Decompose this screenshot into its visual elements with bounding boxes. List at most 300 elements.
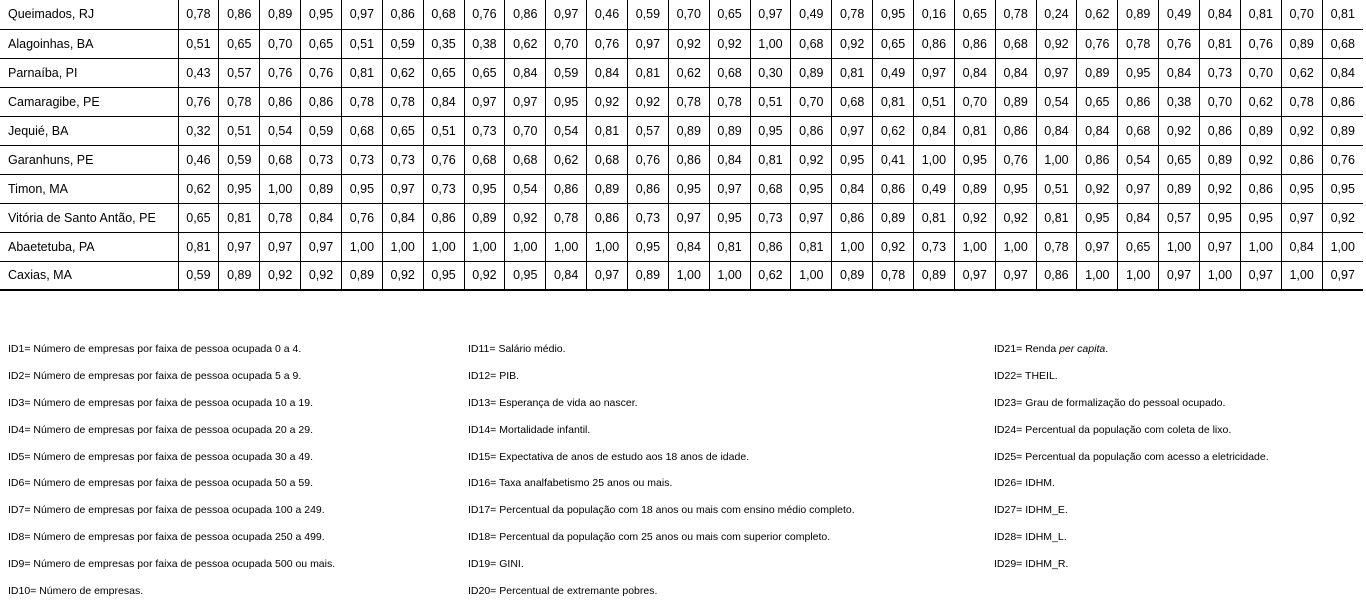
value-cell: 0,78 — [1281, 87, 1322, 116]
value-cell: 0,68 — [791, 29, 832, 58]
value-cell: 0,97 — [1118, 174, 1159, 203]
value-cell: 0,84 — [913, 116, 954, 145]
value-cell: 0,86 — [1077, 145, 1118, 174]
value-cell: 0,86 — [1240, 174, 1281, 203]
value-cell: 0,89 — [995, 87, 1036, 116]
value-cell: 0,78 — [341, 87, 382, 116]
value-cell: 1,00 — [1118, 261, 1159, 290]
value-cell: 0,97 — [1281, 203, 1322, 232]
value-cell: 0,62 — [1240, 87, 1281, 116]
value-cell: 0,81 — [1322, 0, 1363, 29]
value-cell: 0,92 — [1077, 174, 1118, 203]
legend-item: ID18= Percentual da população com 25 anos ou mais com superior completo. — [468, 531, 831, 544]
value-cell: 0,78 — [1118, 29, 1159, 58]
value-cell: 0,49 — [1159, 0, 1200, 29]
value-cell: 0,46 — [587, 0, 628, 29]
value-cell: 0,62 — [505, 29, 546, 58]
value-cell: 0,73 — [423, 174, 464, 203]
table-row — [0, 174, 1363, 203]
value-cell: 0,95 — [1240, 203, 1281, 232]
value-cell: 0,78 — [260, 203, 301, 232]
legend-item: ID17= Percentual da população com 18 anos ou mais com ensino médio completo. — [468, 504, 855, 517]
value-cell: 0,86 — [668, 145, 709, 174]
value-cell: 0,62 — [668, 58, 709, 87]
value-cell: 0,84 — [709, 145, 750, 174]
value-cell: 0,51 — [750, 87, 791, 116]
value-cell: 0,92 — [1036, 29, 1077, 58]
value-cell: 0,86 — [301, 87, 342, 116]
value-cell: 0,81 — [341, 58, 382, 87]
value-cell: 0,95 — [1199, 203, 1240, 232]
value-cell: 0,38 — [464, 29, 505, 58]
value-cell: 0,86 — [954, 29, 995, 58]
value-cell: 0,51 — [913, 87, 954, 116]
value-cell: 1,00 — [1159, 232, 1200, 261]
value-cell: 1,00 — [1077, 261, 1118, 290]
legend-item: ID1= Número de empresas por faixa de pessoa ocupada 0 a 4. — [8, 343, 302, 355]
value-cell: 0,35 — [423, 29, 464, 58]
value-cell: 0,81 — [954, 116, 995, 145]
value-cell: 0,97 — [1036, 58, 1077, 87]
value-cell: 0,32 — [178, 116, 219, 145]
value-cell: 0,95 — [709, 203, 750, 232]
value-cell: 0,95 — [873, 0, 914, 29]
value-cell: 0,76 — [464, 0, 505, 29]
value-cell: 1,00 — [341, 232, 382, 261]
value-cell: 0,95 — [832, 145, 873, 174]
value-cell: 0,65 — [709, 0, 750, 29]
value-cell: 0,38 — [1159, 87, 1200, 116]
value-cell: 0,70 — [260, 29, 301, 58]
value-cell: 0,81 — [873, 87, 914, 116]
legend-item: ID19= GINI. — [468, 558, 524, 571]
value-cell: 0,68 — [832, 87, 873, 116]
value-cell: 0,97 — [668, 203, 709, 232]
value-cell: 0,84 — [1199, 0, 1240, 29]
value-cell: 0,57 — [1159, 203, 1200, 232]
value-cell: 0,62 — [1281, 58, 1322, 87]
value-cell: 0,81 — [587, 116, 628, 145]
value-cell: 0,89 — [913, 261, 954, 290]
value-cell: 0,57 — [627, 116, 668, 145]
value-cell: 0,51 — [423, 116, 464, 145]
value-cell: 0,84 — [1322, 58, 1363, 87]
value-cell: 0,73 — [464, 116, 505, 145]
value-cell: 0,97 — [1159, 261, 1200, 290]
value-cell: 0,97 — [546, 0, 587, 29]
value-cell: 0,81 — [219, 203, 260, 232]
value-cell: 0,62 — [873, 116, 914, 145]
table-row — [0, 145, 1363, 174]
city-cell: Parnaíba, PI — [0, 58, 178, 87]
value-cell: 0,54 — [260, 116, 301, 145]
value-cell: 0,89 — [832, 261, 873, 290]
value-cell: 0,92 — [382, 261, 423, 290]
city-cell: Vitória de Santo Antão, PE — [0, 203, 178, 232]
value-cell: 0,78 — [995, 0, 1036, 29]
value-cell: 0,92 — [791, 145, 832, 174]
value-cell: 0,68 — [505, 145, 546, 174]
value-cell: 0,54 — [1118, 145, 1159, 174]
value-cell: 0,62 — [546, 145, 587, 174]
value-cell: 0,41 — [873, 145, 914, 174]
value-cell: 0,92 — [954, 203, 995, 232]
value-cell: 0,81 — [1240, 0, 1281, 29]
legend-item: ID15= Expectativa de anos de estudo aos 18 anos de idade. — [468, 450, 750, 463]
legend-item: ID25= Percentual da população com acesso a eletricidade. — [994, 450, 1269, 463]
value-cell: 0,95 — [750, 116, 791, 145]
legend-item: ID22= THEIL. — [994, 369, 1058, 382]
value-cell: 0,76 — [627, 145, 668, 174]
value-cell: 0,81 — [913, 203, 954, 232]
value-cell: 0,81 — [709, 232, 750, 261]
value-cell: 0,59 — [178, 261, 219, 290]
value-cell: 0,73 — [301, 145, 342, 174]
value-cell: 0,92 — [260, 261, 301, 290]
value-cell: 0,59 — [219, 145, 260, 174]
legend-item: ID23= Grau de formalização do pessoal ocupado. — [994, 396, 1226, 409]
value-cell: 0,92 — [995, 203, 1036, 232]
table-row — [0, 0, 1363, 29]
value-cell: 0,68 — [750, 174, 791, 203]
value-cell: 1,00 — [1199, 261, 1240, 290]
value-cell: 0,86 — [260, 87, 301, 116]
value-cell: 0,76 — [587, 29, 628, 58]
value-cell: 0,68 — [709, 58, 750, 87]
value-cell: 0,92 — [587, 87, 628, 116]
value-cell: 0,95 — [423, 261, 464, 290]
value-cell: 0,62 — [750, 261, 791, 290]
value-cell: 0,95 — [341, 174, 382, 203]
value-cell: 0,84 — [832, 174, 873, 203]
value-cell: 0,97 — [1199, 232, 1240, 261]
value-cell: 0,84 — [995, 58, 1036, 87]
value-cell: 0,70 — [954, 87, 995, 116]
value-cell: 0,68 — [464, 145, 505, 174]
value-cell: 0,92 — [1159, 116, 1200, 145]
value-cell: 1,00 — [260, 174, 301, 203]
value-cell: 0,97 — [382, 174, 423, 203]
city-cell: Timon, MA — [0, 174, 178, 203]
value-cell: 0,73 — [382, 145, 423, 174]
value-cell: 0,84 — [1118, 203, 1159, 232]
value-cell: 0,43 — [178, 58, 219, 87]
value-cell: 0,51 — [341, 29, 382, 58]
value-cell: 0,76 — [1159, 29, 1200, 58]
value-cell: 0,86 — [1322, 87, 1363, 116]
value-cell: 0,76 — [423, 145, 464, 174]
value-cell: 0,65 — [464, 58, 505, 87]
value-cell: 1,00 — [750, 29, 791, 58]
legend-item: ID12= PIB. — [468, 369, 520, 382]
value-cell: 0,76 — [260, 58, 301, 87]
value-cell: 0,84 — [423, 87, 464, 116]
value-cell: 0,89 — [873, 203, 914, 232]
value-cell: 0,97 — [260, 232, 301, 261]
value-cell: 0,89 — [1322, 116, 1363, 145]
value-cell: 0,68 — [423, 0, 464, 29]
value-cell: 0,84 — [382, 203, 423, 232]
value-cell: 0,78 — [178, 0, 219, 29]
value-cell: 0,81 — [1199, 29, 1240, 58]
value-cell: 0,68 — [341, 116, 382, 145]
city-cell: Caxias, MA — [0, 261, 178, 290]
value-cell: 0,97 — [750, 0, 791, 29]
value-cell: 0,86 — [627, 174, 668, 203]
value-cell: 0,78 — [219, 87, 260, 116]
value-cell: 0,24 — [1036, 0, 1077, 29]
legend-item: ID7= Número de empresas por faixa de pessoa ocupada 100 a 249. — [8, 504, 325, 517]
value-cell: 0,49 — [791, 0, 832, 29]
value-cell: 0,62 — [1077, 0, 1118, 29]
value-cell: 0,68 — [1322, 29, 1363, 58]
value-cell: 0,86 — [873, 174, 914, 203]
value-cell: 0,92 — [832, 29, 873, 58]
value-cell: 1,00 — [464, 232, 505, 261]
value-cell: 0,95 — [505, 261, 546, 290]
value-cell: 0,95 — [219, 174, 260, 203]
value-cell: 0,65 — [873, 29, 914, 58]
legend-item: ID2= Número de empresas por faixa de pessoa ocupada 5 a 9. — [8, 369, 302, 382]
value-cell: 1,00 — [709, 261, 750, 290]
table-row — [0, 116, 1363, 145]
value-cell: 0,92 — [1281, 116, 1322, 145]
value-cell: 0,86 — [995, 116, 1036, 145]
value-cell: 0,86 — [1118, 87, 1159, 116]
value-cell: 0,84 — [301, 203, 342, 232]
value-cell: 1,00 — [913, 145, 954, 174]
value-cell: 0,89 — [791, 58, 832, 87]
legend-item: ID8= Número de empresas por faixa de pessoa ocupada 250 a 499. — [8, 531, 325, 544]
value-cell: 0,97 — [832, 116, 873, 145]
city-cell: Garanhuns, PE — [0, 145, 178, 174]
value-cell: 0,70 — [791, 87, 832, 116]
value-cell: 0,92 — [301, 261, 342, 290]
value-cell: 0,95 — [627, 232, 668, 261]
value-cell: 0,84 — [546, 261, 587, 290]
value-cell: 0,97 — [505, 87, 546, 116]
value-cell: 0,46 — [178, 145, 219, 174]
value-cell: 0,54 — [546, 116, 587, 145]
value-cell: 0,81 — [750, 145, 791, 174]
value-cell: 0,70 — [1199, 87, 1240, 116]
value-cell: 0,92 — [1199, 174, 1240, 203]
value-cell: 1,00 — [546, 232, 587, 261]
value-cell: 0,65 — [1077, 87, 1118, 116]
table-row — [0, 58, 1363, 87]
value-cell: 0,89 — [260, 0, 301, 29]
value-cell: 0,81 — [1036, 203, 1077, 232]
value-cell: 0,78 — [546, 203, 587, 232]
value-cell: 0,97 — [995, 261, 1036, 290]
value-cell: 0,65 — [954, 0, 995, 29]
value-cell: 1,00 — [505, 232, 546, 261]
value-cell: 0,62 — [178, 174, 219, 203]
value-cell: 0,89 — [219, 261, 260, 290]
legend-item: ID5= Número de empresas por faixa de pessoa ocupada 30 a 49. — [8, 450, 313, 463]
value-cell: 0,59 — [627, 0, 668, 29]
value-cell: 0,97 — [341, 0, 382, 29]
legend-item: ID20= Percentual de extremante pobres. — [468, 585, 658, 598]
value-cell: 0,86 — [913, 29, 954, 58]
value-cell: 0,65 — [1159, 145, 1200, 174]
value-cell: 0,92 — [873, 232, 914, 261]
value-cell: 0,86 — [1281, 145, 1322, 174]
value-cell: 0,78 — [1036, 232, 1077, 261]
legend-item: ID24= Percentual da população com coleta de lixo. — [994, 423, 1232, 436]
table-row — [0, 29, 1363, 58]
value-cell: 0,97 — [913, 58, 954, 87]
table-row — [0, 232, 1363, 261]
table-row — [0, 261, 1363, 290]
value-cell: 0,81 — [791, 232, 832, 261]
value-cell: 0,84 — [1036, 116, 1077, 145]
city-cell: Abaetetuba, PA — [0, 232, 178, 261]
value-cell: 0,89 — [1159, 174, 1200, 203]
value-cell: 0,86 — [546, 174, 587, 203]
value-cell: 0,89 — [464, 203, 505, 232]
value-cell: 0,68 — [260, 145, 301, 174]
value-cell: 0,65 — [301, 29, 342, 58]
value-cell: 0,78 — [832, 0, 873, 29]
value-cell: 1,00 — [954, 232, 995, 261]
value-cell: 0,51 — [178, 29, 219, 58]
value-cell: 0,73 — [1199, 58, 1240, 87]
legend-item: ID28= IDHM_L. — [994, 531, 1067, 544]
legend-item: ID3= Número de empresas por faixa de pessoa ocupada 10 a 19. — [8, 396, 313, 409]
value-cell: 0,89 — [587, 174, 628, 203]
value-cell: 0,89 — [709, 116, 750, 145]
value-cell: 0,62 — [382, 58, 423, 87]
value-cell: 0,65 — [178, 203, 219, 232]
value-cell: 1,00 — [791, 261, 832, 290]
value-cell: 0,76 — [301, 58, 342, 87]
value-cell: 0,65 — [423, 58, 464, 87]
value-cell: 0,76 — [1322, 145, 1363, 174]
legend-column-1 — [8, 343, 335, 612]
value-cell: 0,95 — [464, 174, 505, 203]
value-cell: 0,86 — [832, 203, 873, 232]
legend-item: ID11= Salário médio. — [468, 343, 566, 355]
value-cell: 0,78 — [709, 87, 750, 116]
value-cell: 0,78 — [668, 87, 709, 116]
value-cell: 0,81 — [178, 232, 219, 261]
legend-item: ID16= Taxa analfabetismo 25 anos ou mais. — [468, 477, 673, 490]
value-cell: 0,95 — [546, 87, 587, 116]
value-cell: 0,73 — [341, 145, 382, 174]
value-cell: 0,84 — [954, 58, 995, 87]
value-cell: 0,95 — [791, 174, 832, 203]
value-cell: 0,97 — [587, 261, 628, 290]
value-cell: 0,59 — [382, 29, 423, 58]
legend-item: ID27= IDHM_E. — [994, 504, 1068, 517]
value-cell: 0,76 — [178, 87, 219, 116]
value-cell: 0,89 — [1240, 116, 1281, 145]
value-cell: 0,76 — [341, 203, 382, 232]
value-cell: 0,54 — [505, 174, 546, 203]
value-cell: 1,00 — [1036, 145, 1077, 174]
value-cell: 0,97 — [709, 174, 750, 203]
value-cell: 0,81 — [832, 58, 873, 87]
value-cell: 0,73 — [750, 203, 791, 232]
value-cell: 0,54 — [1036, 87, 1077, 116]
value-cell: 0,70 — [1240, 58, 1281, 87]
legend-item: ID4= Número de empresas por faixa de pessoa ocupada 20 a 29. — [8, 423, 313, 436]
value-cell: 0,70 — [505, 116, 546, 145]
value-cell: 0,86 — [791, 116, 832, 145]
value-cell: 0,84 — [668, 232, 709, 261]
value-cell: 0,95 — [1322, 174, 1363, 203]
legend-column-3 — [994, 343, 1269, 585]
value-cell: 0,97 — [1322, 261, 1363, 290]
value-cell: 0,30 — [750, 58, 791, 87]
city-cell: Jequié, BA — [0, 116, 178, 145]
value-cell: 0,59 — [301, 116, 342, 145]
value-cell: 0,70 — [668, 0, 709, 29]
value-cell: 1,00 — [423, 232, 464, 261]
value-cell: 0,86 — [1036, 261, 1077, 290]
value-cell: 0,89 — [954, 174, 995, 203]
value-cell: 0,97 — [219, 232, 260, 261]
value-cell: 1,00 — [382, 232, 423, 261]
data-table — [0, 0, 1363, 291]
value-cell: 0,51 — [219, 116, 260, 145]
value-cell: 0,95 — [1118, 58, 1159, 87]
value-cell: 0,86 — [750, 232, 791, 261]
value-cell: 0,68 — [1118, 116, 1159, 145]
value-cell: 0,89 — [668, 116, 709, 145]
value-cell: 0,86 — [587, 203, 628, 232]
value-cell: 0,97 — [1077, 232, 1118, 261]
value-cell: 0,92 — [1322, 203, 1363, 232]
value-cell: 1,00 — [1322, 232, 1363, 261]
value-cell: 0,97 — [954, 261, 995, 290]
legend-item: ID26= IDHM. — [994, 477, 1055, 490]
value-cell: 0,95 — [301, 0, 342, 29]
value-cell: 0,84 — [1077, 116, 1118, 145]
value-cell: 0,95 — [954, 145, 995, 174]
legend-item: ID10= Número de empresas. — [8, 585, 144, 598]
value-cell: 0,89 — [627, 261, 668, 290]
city-cell: Camaragibe, PE — [0, 87, 178, 116]
legend-item: ID6= Número de empresas por faixa de pessoa ocupada 50 a 59. — [8, 477, 313, 490]
value-cell: 1,00 — [832, 232, 873, 261]
value-cell: 0,97 — [464, 87, 505, 116]
value-cell: 0,49 — [873, 58, 914, 87]
value-cell: 0,84 — [587, 58, 628, 87]
value-cell: 0,70 — [1281, 0, 1322, 29]
value-cell: 0,81 — [627, 58, 668, 87]
value-cell: 1,00 — [1281, 261, 1322, 290]
value-cell: 0,97 — [627, 29, 668, 58]
value-cell: 0,92 — [1240, 145, 1281, 174]
legend-item: ID14= Mortalidade infantil. — [468, 423, 591, 436]
value-cell: 1,00 — [587, 232, 628, 261]
value-cell: 0,97 — [301, 232, 342, 261]
legend-column-2 — [468, 343, 855, 612]
value-cell: 0,76 — [1240, 29, 1281, 58]
value-cell: 0,73 — [627, 203, 668, 232]
value-cell: 0,97 — [1240, 261, 1281, 290]
city-cell: Alagoinhas, BA — [0, 29, 178, 58]
value-cell: 0,76 — [1077, 29, 1118, 58]
value-cell: 0,68 — [995, 29, 1036, 58]
value-cell: 0,84 — [1281, 232, 1322, 261]
value-cell: 0,78 — [873, 261, 914, 290]
legend-item: ID29= IDHM_R. — [994, 558, 1069, 571]
value-cell: 1,00 — [668, 261, 709, 290]
value-cell: 0,86 — [382, 0, 423, 29]
